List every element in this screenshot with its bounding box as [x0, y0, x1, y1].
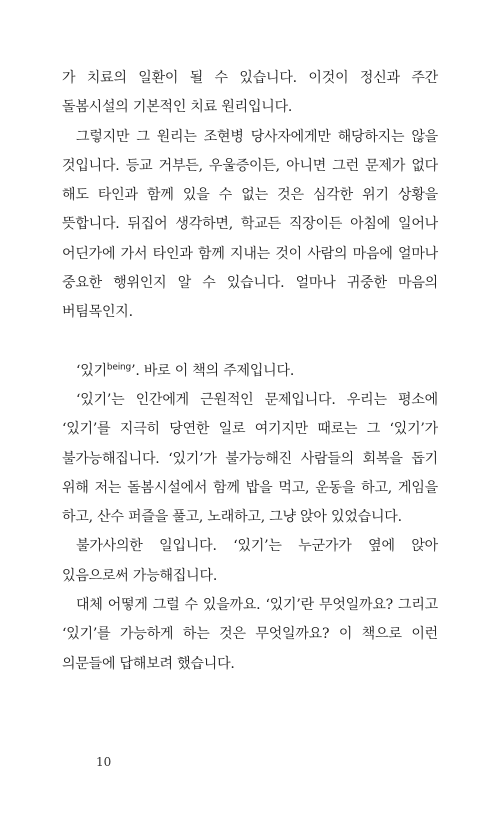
paragraph-1: 가 치료의 일환이 될 수 있습니다. 이것이 정신과 주간 돌봄시설의 기본적인 치료 원리입니다.: [62, 70, 438, 116]
body-text: [62, 64, 438, 679]
theme-text-before: ‘있기: [76, 362, 107, 379]
theme-text-after: ’. 바로 이 책의 주제입니다.: [131, 362, 295, 379]
paragraph-6: 대체 어떻게 그럴 수 있을까요. ‘있기’란 무엇일까요? 그리고 ‘있기’를 가능하게 하는 것은 무엇일까요? 이 책으로 이런 의문들에 답해보려 했습니다.: [62, 597, 438, 672]
theme-superscript: being: [106, 362, 132, 373]
paragraph-5: 불가사의한 일입니다. ‘있기’는 누군가가 옆에 앉아 있음으로써 가능해집니다.: [62, 538, 438, 584]
theme-paragraph: [62, 357, 438, 386]
paragraph-4: ‘있기’는 인간에게 근원적인 문제입니다. 우리는 평소에 ‘있기’를 지극히 당연한 일로 여기지만 때로는 그 ‘있기’가 불가능해집니다. ‘있기’가 불가능해진 사람들의 회복을 돕기 위해 저는 돌봄시설에서 함께 밥을 먹고, 운동을 하고, 게임을 하고, 산수 퍼즐을 풀고, 노래하고, 그냥 앉아 있었습니다.: [62, 391, 438, 526]
page-number: 10: [96, 755, 112, 769]
paragraph-2: 그렇지만 그 원리는 조현병 당사자에게만 해당하지는 않을 것입니다. 등교 거부든, 우울증이든, 아니면 그런 문제가 없다 해도 타인과 함께 있을 수 없는 것은 심각한 위기 상황을 뜻합니다. 뒤집어 생각하면, 학교든 직장이든 아침에 일어나 어딘가에 가서 타인과 함께 지내는 것이 사람의 마음에 얼마나 중요한 행위인지 알 수 있습니다. 얼마나 귀중한 마음의 버팀목인지.: [62, 128, 438, 321]
paragraph-break: [62, 328, 438, 357]
